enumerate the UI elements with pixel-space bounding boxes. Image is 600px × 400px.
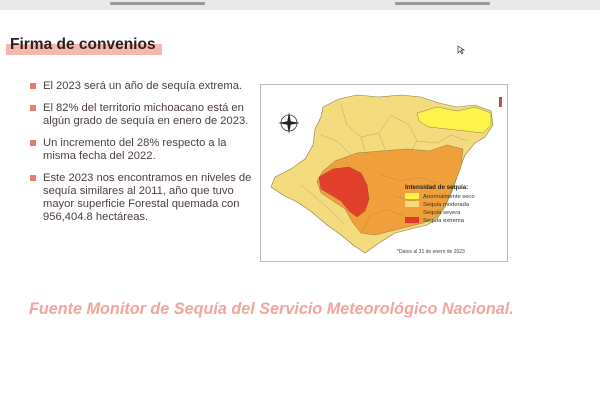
bullet-text: Un incremento del 28% respecto a la misma fecha del 2022. — [43, 137, 227, 162]
drought-map-svg — [261, 85, 507, 261]
map-footnote: *Datos al 31 de enero de 2023 — [397, 249, 465, 255]
source-caption: Fuente Monitor de Sequía del Servicio Meteorológico Nacional. — [29, 300, 514, 318]
top-bar-segment — [395, 2, 490, 5]
bullet-item — [30, 137, 255, 163]
bullet-square-icon — [30, 83, 36, 89]
legend-label: Sequía moderada — [423, 202, 470, 208]
logo-strip — [498, 94, 506, 114]
drought-map — [260, 84, 508, 262]
bullet-item — [30, 80, 255, 93]
slide-title: Firma de convenios — [10, 36, 156, 53]
legend-label: Anormalmente seco — [423, 194, 475, 200]
legend-title: Intensidad de sequía: — [405, 184, 469, 191]
legend-label: Sequía extrema — [423, 218, 464, 224]
bullet-square-icon — [30, 140, 36, 146]
bullet-list — [30, 80, 255, 233]
legend-swatch-severe — [405, 209, 419, 215]
compass-rose-icon — [278, 112, 300, 134]
legend-swatch-extreme — [405, 217, 419, 223]
bullet-text: Este 2023 nos encontramos en niveles de sequía similares al 2011, año que tuvo mayor superficie Forestal quemada con 956,404.8 hectáreas. — [43, 172, 252, 223]
bullet-text: El 82% del territorio michoacano está en algún grado de sequía en enero de 2023. — [43, 102, 249, 127]
top-bar — [0, 0, 600, 10]
bullet-item — [30, 102, 255, 128]
legend-swatch-abnormally-dry — [405, 193, 419, 199]
mouse-cursor-icon — [457, 45, 465, 55]
legend-swatch-moderate — [405, 201, 419, 207]
bullet-text: El 2023 será un año de sequía extrema. — [43, 80, 243, 92]
bullet-item — [30, 172, 255, 224]
legend-label: Sequía severa — [423, 210, 461, 216]
top-bar-segment — [110, 2, 205, 5]
bullet-square-icon — [30, 105, 36, 111]
bullet-square-icon — [30, 175, 36, 181]
